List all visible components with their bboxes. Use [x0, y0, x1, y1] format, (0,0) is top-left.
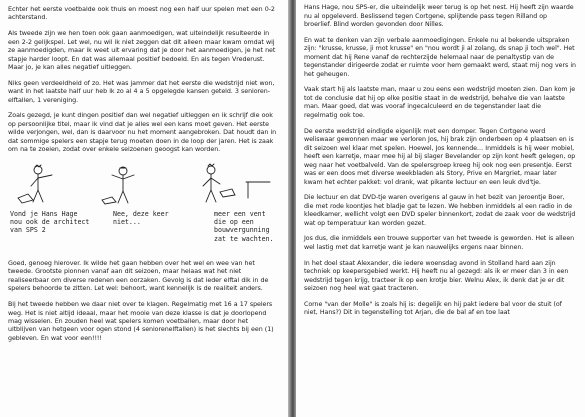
- paragraph: En wat te denken van zijn verbale aanmoedigingen. Enkele nu al bekende uitspraken zijn: "krusse, krusse, ji mot krusse" en "nou wordt ji al zolang, ds snap ji toch wel". Het moment dat hij Rene vanaf de rechterzijde helemaal naar de penaltystip van de tegenstander dirigeerde zodat er ruimte voor hem gemaakt werd, staat mij nog vers in het geheugen.: [304, 36, 576, 78]
- paragraph: Bij het tweede hebben we daar niet over te klagen. Regelmatig met 16 a 17 spelers weg. Het is niet altijd ideaal, maar het mooie van deze klasse is dat je doorlopend mag wisselen. En zouden heel wat spelers komen voetballen, maar door het uitblijven van hetgeen voor ogen stond (4 seniorenelftallen) is het slechts bij een (1) gebleven. En wat voor een!!!!: [8, 301, 274, 342]
- cartoon-strip: [8, 162, 278, 210]
- paragraph: In het doel staat Alexander, die iedere woensdag avond in Stolland hard aan zijn techniek op keepersgebied werkt. Hij heeft nu al gezegd: als ik er meer dan 3 in een wedstrijd tegen krijg, tracteer ik op een krotje bier. Welnu Alex, ik denk dat je er dit seizoen nog heel wat gaat tracteren.: [304, 259, 569, 293]
- paragraph: Die lectuur en dat DVD-tje waren overigens al gauw in het bezit van Jeroentje Boer, die met rode koontjes het bladje gat te lezen. We hebben inmiddels al een radio in de kleedkamer, wellicht volgt een DVD speler binnenkort, zodat de zaak voor de wedstrijd wat op temperatuur kan worden gezet.: [304, 194, 576, 227]
- paragraph: Vaak start hij als laatste man, maar u zou eens een wedstrijd moeten zien. Dan kom je tot de conclusie dat hij op elke positie staat in de wedstrijd, behalve die van laatste man. Maar goed, dat was vooraf ingecalculeerd en de tegenstander laat die regelmatig ook toe.: [304, 86, 576, 119]
- cartoon-caption: Nee, deze keer niet...: [113, 209, 169, 227]
- paragraph: Niks geen verdeeldheid of zo. Het was jammer dat het eerste die wedstrijd niet won, want in het laatste half uur heb ik zo al 4 a 5 opgelegde kansen geteld. 3 seniorenelftallen, 1 vereniging.: [8, 79, 275, 104]
- paragraph: Goed, genoeg hierover. Ik wilde het gaan hebben over het wel en wee van het tweede. Grootste pionnen vanaf aan dit seizoen, maar helaas wat het niet realiseerbaar om diverse redenen een oorzaken. Gevolg is dat ieder elftal dik in de spelers behoorde te zitten. Let wel: behoort, want kennelijk is de realiteit anders.: [8, 259, 269, 293]
- paragraph: Hans Hage, nou SPS-er, die uiteindelijk weer terug is op het nest. Hij heeft zijn waarde nu al opgeleverd. Beslissend tegen Cortgene, splijtende pass tegen Rilland op broerlief. Blind worden gevonden door Nilles.: [304, 4, 574, 28]
- cartoon-drawing: [8, 162, 278, 210]
- paragraph: Zoals gezegd, je kunt dingen positief dan wel negatief uitleggen en ik schrijf die ook op persoonlijke titel, maar ik vind dat je alles wel een kans moet geven. Het eerste wilde verjongen, wel, dan is daarvoor nu het moment aangebroken. Dat houdt dan in dat sommige spelers een stapje terug moeten doen in de loop der jaren. Het is zaak om na te zoeien, zodat over enkele seizoenen geoogst kan worden.: [8, 112, 277, 154]
- book-spine: [288, 0, 296, 417]
- paragraph: Echter het eerste voetbalde ook thuis en moest nog een half uur spelen met een 0-2 achterstand.: [8, 6, 275, 22]
- paragraph: Corne "van der Molle" is zoals hij is: degelijk en hij pakt iedere bal voor de stuit (of niet, Hans?) Dit in tegenstelling tot Arjan, die de bal af en toe laat: [304, 300, 562, 317]
- cartoon-caption: meer een vent die op een bouwvergunning zat te wachten.: [214, 209, 274, 243]
- paragraph: De eerste wedstrijd eindigde eigenlijk met een domper. Tegen Cortgene werd weliswaar gewonnen maar we verloren Jos, hij brak zijn onderbeen op 4 plaatsen en is dit seizoen wel klaar met spelen. Hoewel, Jos kennende… Inmiddels is hij weer mobiel, heeft een karretje, maar mee hij al bij slager Bevelander op zijn kont heeft gelegen, op weg naar het voetbalveld. Van de spelersgroep kreeg hij ook nog een presentje. Eerst was er een doos met diverse weekbladen als Story, Prive en Margriet, maar later kwam het echter pakket: vol drank, wat pikante lectuur en een leuk dvd'tje.: [304, 127, 576, 186]
- right-page: [296, 0, 585, 417]
- cartoon-captions: [8, 210, 278, 254]
- paragraph: Als tweede zijn we hen toen ook gaan aanmoedigen, wat uiteindelijk resulteerde in een 2-2 gelijkspel. Let wel, nu wil ik niet zeggen dat dit alleen maar kwam omdat wij ze aanmoedigden, maar ik weet uit ervaring dat je door het aanmoedigen, je het net stapje harder loopt. En dat was allemaal positief bedoeld. En als tegen Vrederust. Maar jo, je kan alles negatief uitleggen.: [8, 30, 276, 72]
- paragraph: Jos dus, die inmiddels een trouwe supporter van het tweede is geworden. Het is alleen wel lastig met dat karretje want je kan nauwelijks ergens naar binnen.: [304, 235, 575, 251]
- cartoon-caption: Vond je Hans Hage nou ook de architect van SPS 2: [10, 209, 90, 235]
- left-page: [0, 0, 288, 417]
